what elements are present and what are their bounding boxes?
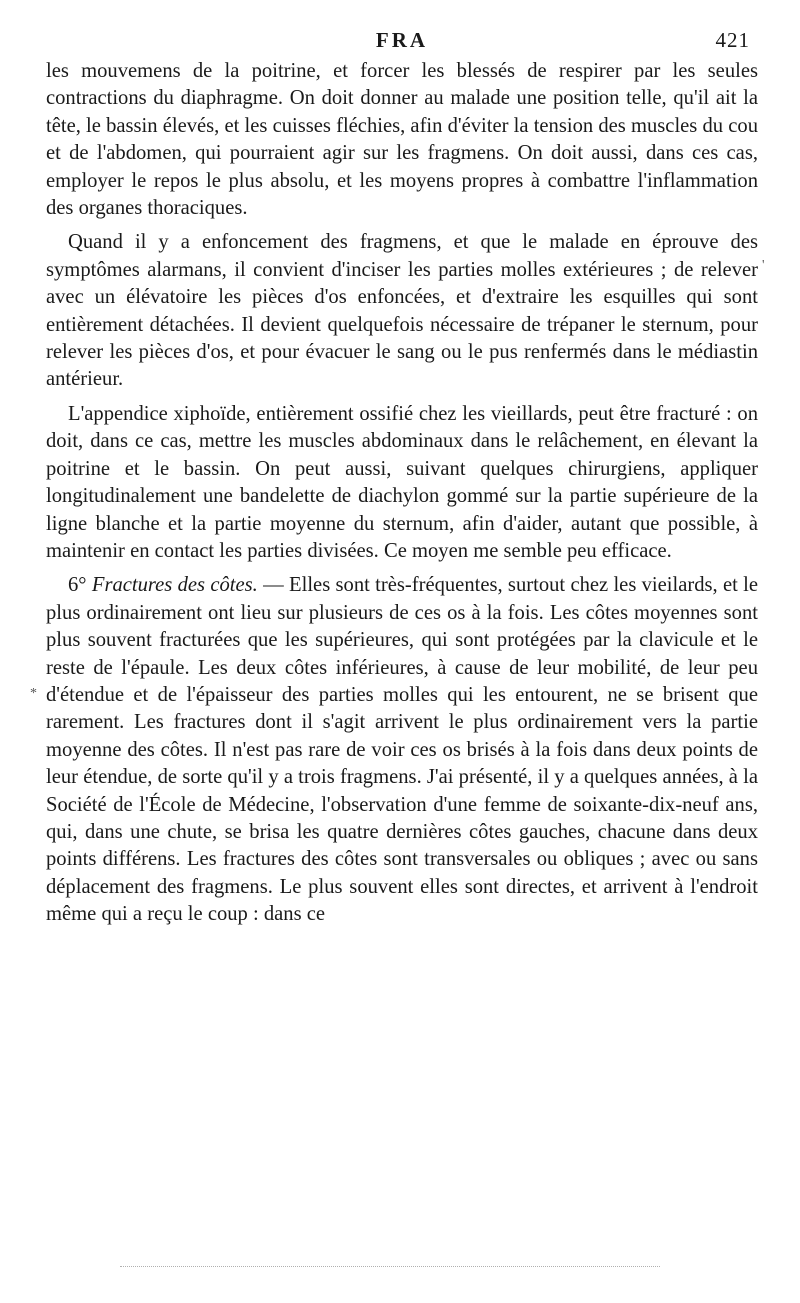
paragraph-enfoncement: Quand il y a enfoncement des fragmens, et que le malade en éprouve des symptômes alarmans, il convient d'inciser les parties molles extérieures ; de relever avec un élévatoire les pièces d'os enfoncées, et d'extraire les esquilles qui sont entièrement détachées. Il devient quelquefois nécessaire de trépaner le sternum, pour relever les pièces d'os, et pour évacuer le sang ou le pus renfermés dans le médiastin antérieur. — [46, 231, 758, 391]
running-title: FRA — [375, 28, 429, 52]
margin-speck: ' — [762, 258, 765, 273]
paragraph-continued: les mouvemens de la poitrine, et forcer les blessés de respirer par les seules contractions du diaphragme. On doit donner au malade une position telle, qu'il ait la tête, le bassin élevés, et les cuisses fléchies, afin d'éviter la tension des muscles du cou et de l'abdomen, qui pourraient agir sur les fragmens. On doit aussi, dans ces cas, employer le repos le plus absolu, et les moyens propres à combattre l'inflammation des organes thoraciques. — [46, 60, 758, 220]
section-heading: Fractures des côtes. — [91, 574, 258, 597]
margin-speck: * — [30, 686, 37, 701]
section-text: — Elles sont très-fréquentes, surtout chez les vieilards, et le plus ordinairement ont lieu sur plusieurs de ces os à la fois. Les côtes moyennes sont plus souvent fracturées que les supérieures, qui sont protégées par la clavicule et le reste de l'épaule. Les deux côtes inférieures, à cause de leur mobilité, de leur peu d'étendue et de l'épaisseur des parties molles qui les entourent, ne se brisent que rarement. Les fractures dont il s'agit arrivent le plus ordinairement vers la partie moyenne des côtes. Il n'est pas rare de voir ces os brisés à la fois dans deux points de leur étendue, de sorte qu'il y a trois fragmens. J'ai présenté, il y a quelques années, à la Société de l'École de Médecine, l'observation d'une femme de soixante-dix-neuf ans, qui, dans une chute, se brisa les quatre dernières côtes gauches, chacune dans deux points différens. Les fractures des côtes sont transversales ou obliques ; avec ou sans déplacement des fragmens. Le plus souvent elles sont directes, et arrivent à l'endroit même qui a reçu le coup : dans ce — [46, 574, 759, 926]
paragraph-appendice-xiphoide: L'appendice xiphoïde, entièrement ossifié chez les vieillards, peut être fracturé : on doit, dans ce cas, mettre les muscles abdominaux dans le relâchement, en élevant la poitrine et le bassin. On peut aussi, suivant quelques chirurgiens, appliquer longitudinalement une bandelette de diachylon gommé sur la partie supérieure de la ligne blanche et la partie moyenne du sternum, afin d'aider, autant que possible, à maintenir en contact les parties divisées. Ce moyen me semble peu efficace. — [46, 402, 758, 562]
section-fractures-des-cotes — [46, 572, 758, 928]
page-body — [46, 58, 758, 929]
bottom-dotted-rule — [120, 1266, 660, 1267]
book-page — [46, 24, 758, 936]
page-number: 421 — [715, 28, 750, 52]
section-number: 6° — [68, 574, 87, 597]
running-head — [46, 24, 758, 58]
